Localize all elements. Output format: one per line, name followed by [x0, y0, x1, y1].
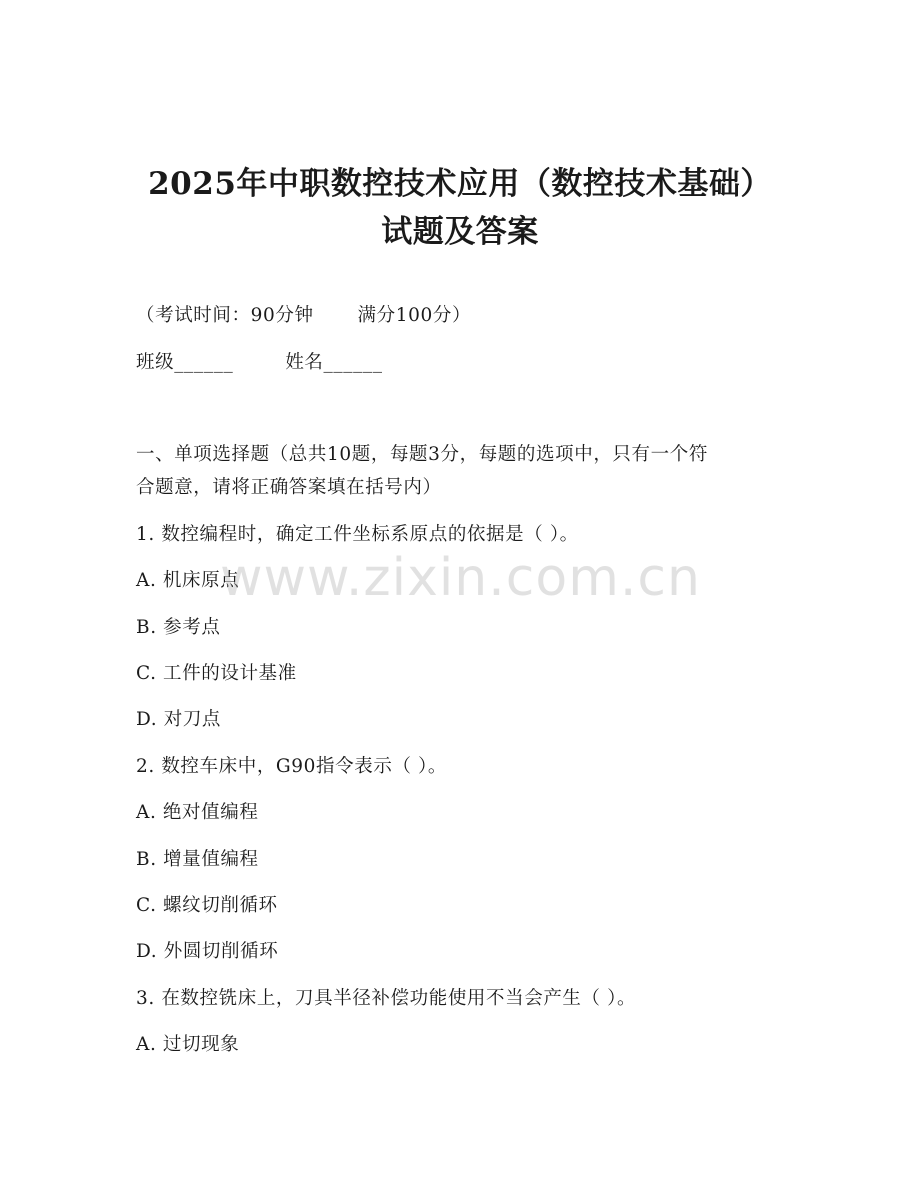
section-heading-line1: 一、单项选择题（总共10题，每题3分，每题的选项中，只有一个符	[136, 444, 708, 465]
question-option: B. 参考点	[136, 617, 221, 638]
question-option: C. 工件的设计基准	[136, 663, 297, 684]
question-option: B. 增量值编程	[136, 849, 259, 870]
question-stem: 3. 在数控铣床上，刀具半径补偿功能使用不当会产生（ ）。	[136, 988, 637, 1009]
question-option: A. 绝对值编程	[136, 802, 259, 823]
exam-time: （考试时间：90分钟	[136, 305, 314, 326]
student-info	[136, 348, 383, 374]
question-stem: 2. 数控车床中，G90指令表示（ ）。	[136, 756, 447, 777]
question-option: A. 机床原点	[136, 570, 240, 591]
watermark: www.zixin.com.cn	[220, 548, 701, 608]
question-option: D. 外圆切削循环	[136, 941, 279, 962]
question-option: A. 过切现象	[136, 1034, 240, 1055]
document-title-line2: 试题及答案	[381, 214, 539, 250]
document-title-line1: 2025年中职数控技术应用（数控技术基础）	[148, 166, 772, 202]
section-heading-line2: 合题意，请将正确答案填在括号内）	[136, 477, 442, 498]
full-score: 满分100分）	[357, 305, 472, 326]
question-option: D. 对刀点	[136, 709, 222, 730]
exam-info	[136, 301, 471, 327]
question-option: C. 螺纹切削循环	[136, 895, 278, 916]
class-field: 班级______	[136, 352, 234, 373]
question-stem: 1. 数控编程时，确定工件坐标系原点的依据是（ ）。	[136, 524, 579, 545]
name-field: 姓名______	[285, 352, 383, 373]
